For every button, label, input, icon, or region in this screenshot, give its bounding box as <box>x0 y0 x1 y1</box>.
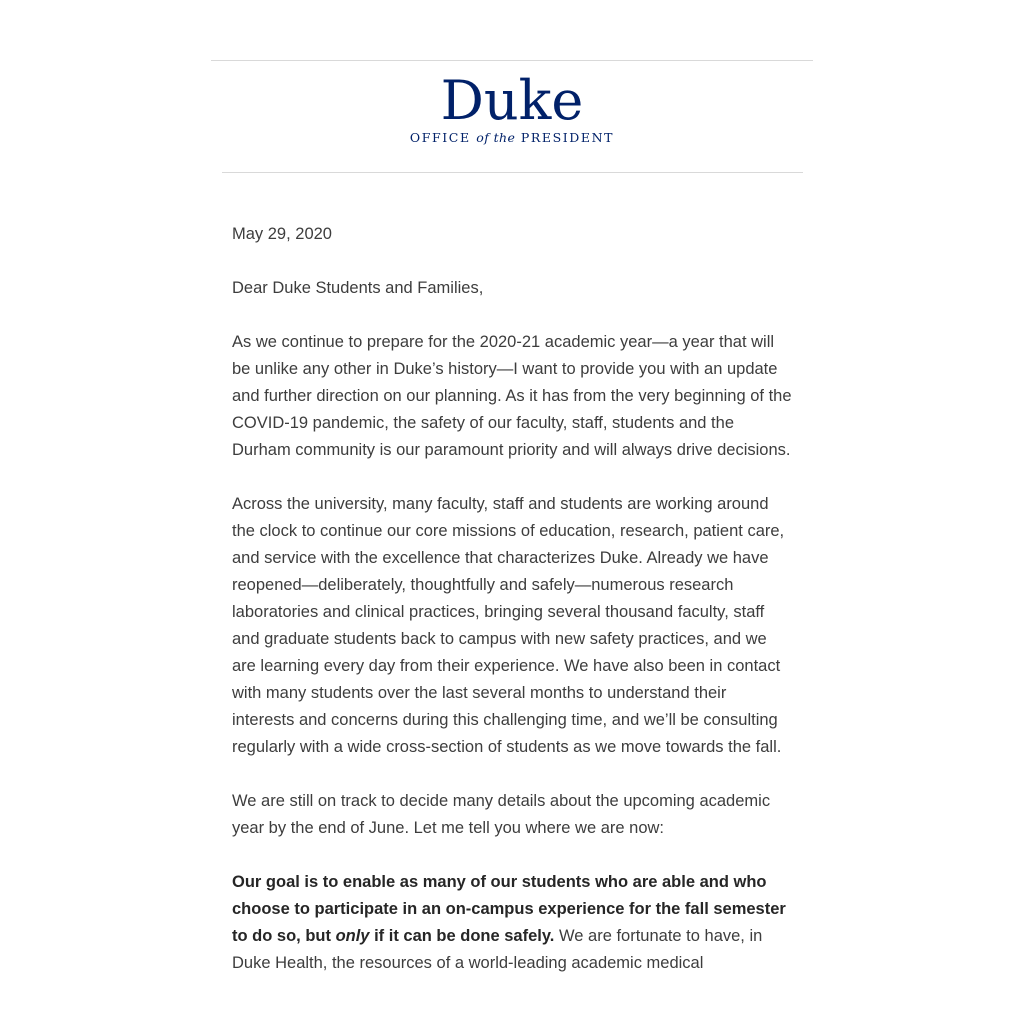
paragraph-emphasis <box>232 869 792 977</box>
duke-wordmark: Duke <box>440 69 584 132</box>
tagline-office: OFFICE <box>409 130 477 145</box>
bold-goal-statement: Our goal is to enable as many of our students who are able and who choose to participate in an on-campus experience for the fall semester to do so, but <box>232 873 786 945</box>
bold-italic-only: only <box>335 927 370 945</box>
paragraph-continuation: We are fortunate to have, in Duke Health, the resources of a world-leading academic medical <box>232 927 763 972</box>
tagline-president: PRESIDENT <box>515 130 615 145</box>
office-of-president-tagline <box>0 130 1024 145</box>
bold-goal-statement-end: if it can be done safely. <box>369 927 555 945</box>
tagline-of-the: of the <box>476 130 516 145</box>
letter-body <box>232 173 792 977</box>
salutation: Dear Duke Students and Families, <box>232 279 484 297</box>
top-divider <box>211 60 813 61</box>
paragraph: Across the university, many faculty, staff and students are working around the clock to continue our core missions of education, research, patient care, and service with the excellence that characterizes Duke. Already we have reopened—deliberately, thoughtfully and safely—numerous research laboratories and clinical practices, bringing several thousand faculty, staff and graduate students back to campus with new safety practices, and we are learning every day from their experience. We have also been in contact with many students over the last several months to understand their interests and concerns during this challenging time, and we’ll be consulting regularly with a wide cross-section of students as we move towards the fall. <box>232 495 785 756</box>
duke-logo <box>0 69 1024 145</box>
paragraph: As we continue to prepare for the 2020-21 academic year—a year that will be unlike any other in Duke’s history—I want to provide you with an update and further direction on our planning. As it has from the very beginning of the COVID-19 pandemic, the safety of our faculty, staff, students and the Durham community is our paramount priority and will always drive decisions. <box>232 333 792 459</box>
paragraph: We are still on track to decide many details about the upcoming academic year by the end of June. Let me tell you where we are now: <box>232 792 771 837</box>
letter-date: May 29, 2020 <box>232 225 332 243</box>
